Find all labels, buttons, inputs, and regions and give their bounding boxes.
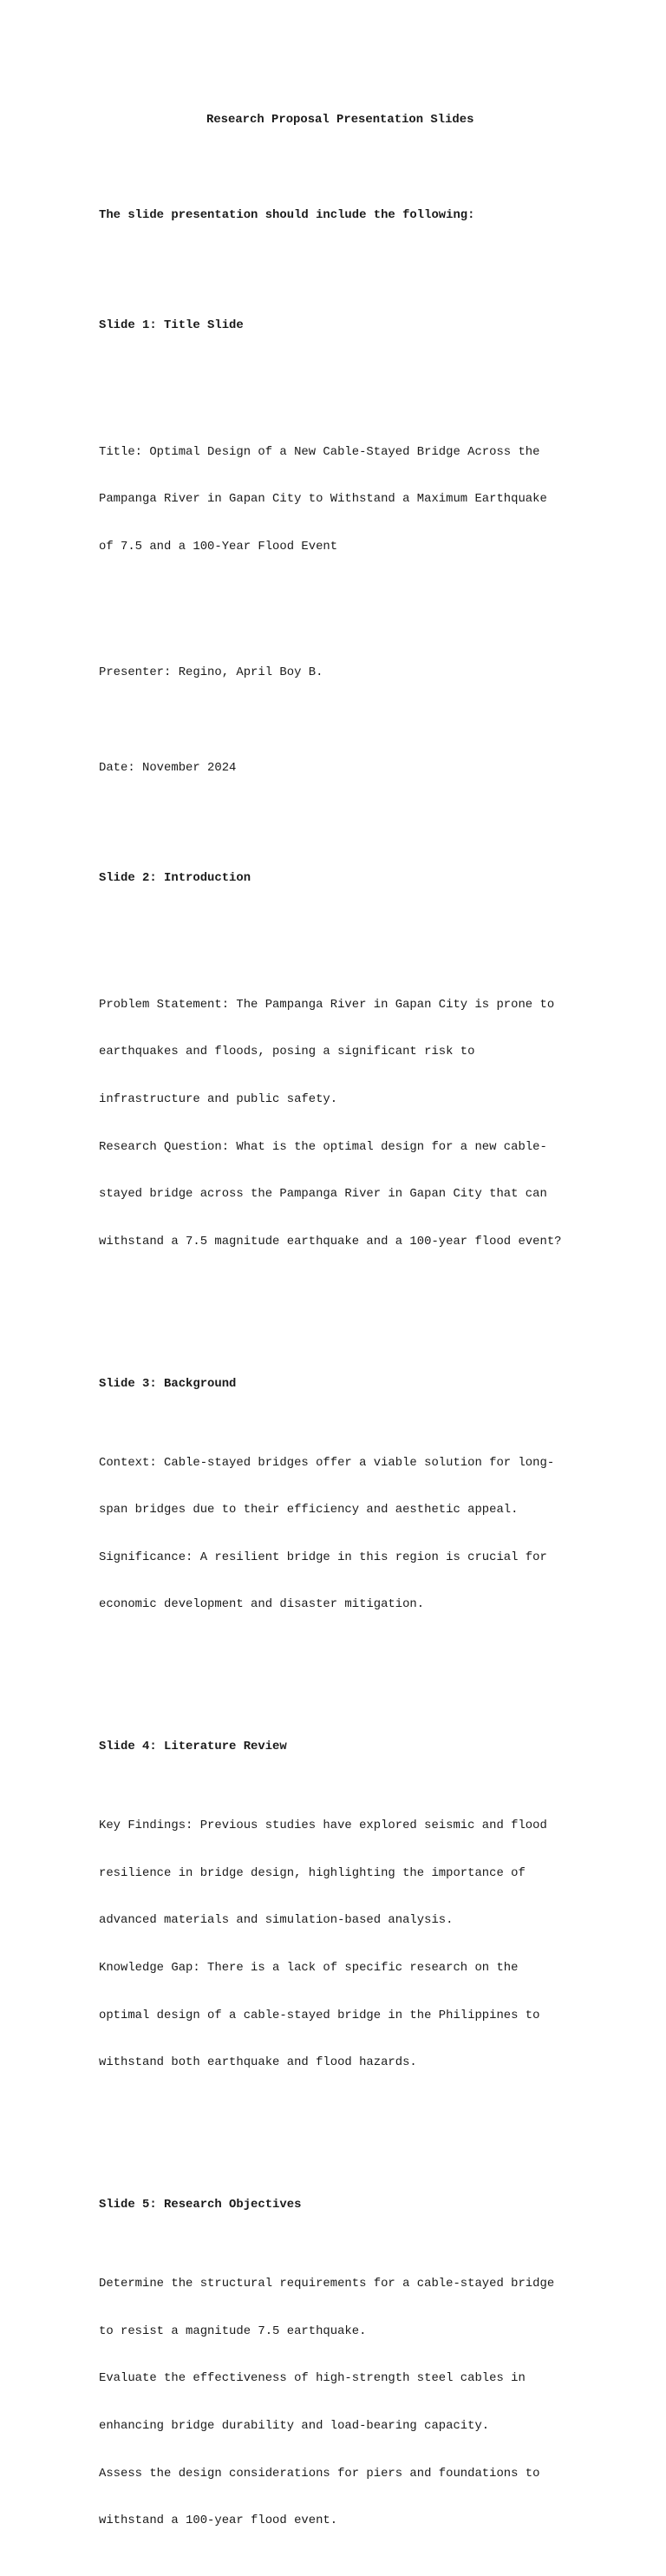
slide2-heading: Slide 2: Introduction <box>99 871 251 886</box>
slide3-body <box>99 1423 619 1644</box>
slide2-line: infrastructure and public safety. <box>99 1091 338 1106</box>
slide4-line: withstand both earthquake and flood hazards. <box>99 2055 417 2070</box>
spacer <box>99 365 619 381</box>
slide4-line: Knowledge Gap: There is a lack of specific research on the <box>99 1961 519 1976</box>
slide2-line: Problem Statement: The Pampanga River in Gapan City is prone to <box>99 997 555 1012</box>
spacer <box>99 1675 619 1691</box>
slide3-line: Significance: A resilient bridge in this region is crucial for <box>99 1550 547 1564</box>
spacer <box>99 2134 619 2149</box>
slide1-heading: Slide 1: Title Slide <box>99 318 244 333</box>
slide1-title-line: Pampanga River in Gapan City to Withstand a Maximum Earthquake <box>99 492 547 507</box>
slide4-line: Key Findings: Previous studies have explored seismic and flood <box>99 1819 547 1833</box>
spacer <box>99 160 619 175</box>
document-page <box>99 81 619 2576</box>
slide3-line: Context: Cable-stayed bridges offer a viable solution for long- <box>99 1455 555 1470</box>
slide4-line: resilience in bridge design, highlighting the importance of <box>99 1865 526 1880</box>
slide5-line: withstand a 100-year flood event. <box>99 2514 338 2528</box>
slide2-body <box>99 965 619 1281</box>
slide4-line: advanced materials and simulation-based analysis. <box>99 1913 454 1928</box>
slide2-line: Research Question: What is the optimal design for a new cable- <box>99 1139 547 1154</box>
slide4-body <box>99 1786 619 2102</box>
spacer <box>99 918 619 934</box>
slide1-title-block <box>99 412 619 586</box>
slide3-line: economic development and disaster mitigation. <box>99 1597 425 1612</box>
slide2-line: withstand a 7.5 magnitude earthquake and a 100-year flood event? <box>99 1234 562 1249</box>
slide1-title-line: Title: Optimal Design of a New Cable-Stayed Bridge Across the <box>99 444 540 459</box>
spacer <box>99 1313 619 1328</box>
slide5-line: Assess the design considerations for piers and foundations to <box>99 2466 540 2481</box>
slide5-heading: Slide 5: Research Objectives <box>99 2198 302 2212</box>
slide5-line: to resist a magnitude 7.5 earthquake. <box>99 2324 367 2338</box>
slide2-line: earthquakes and floods, posing a significant risk to <box>99 1045 475 1059</box>
slide1-presenter: Presenter: Regino, April Boy B. <box>99 665 323 680</box>
spacer <box>99 618 619 633</box>
slide3-line: span bridges due to their efficiency and aesthetic appeal. <box>99 1503 519 1517</box>
intro-line: The slide presentation should include the following: <box>99 207 475 222</box>
slide1-date: Date: November 2024 <box>99 760 237 775</box>
spacer <box>99 254 619 270</box>
document-title: Research Proposal Presentation Slides <box>206 113 474 128</box>
slide5-line: Determine the structural requirements for a cable-stayed bridge <box>99 2277 555 2291</box>
slide4-line: optimal design of a cable-stayed bridge in the Philippines to <box>99 2008 540 2022</box>
slide5-line: enhancing bridge durability and load-bearing capacity. <box>99 2418 490 2433</box>
slide5-body <box>99 2245 619 2560</box>
slide5-line: Evaluate the effectiveness of high-strength steel cables in <box>99 2371 526 2386</box>
spacer <box>99 712 619 728</box>
slide1-title-line: of 7.5 and a 100-Year Flood Event <box>99 539 338 554</box>
slide2-line: stayed bridge across the Pampanga River in Gapan City that can <box>99 1187 547 1202</box>
spacer <box>99 807 619 823</box>
slide3-heading: Slide 3: Background <box>99 1376 237 1391</box>
slide4-heading: Slide 4: Literature Review <box>99 1740 287 1754</box>
